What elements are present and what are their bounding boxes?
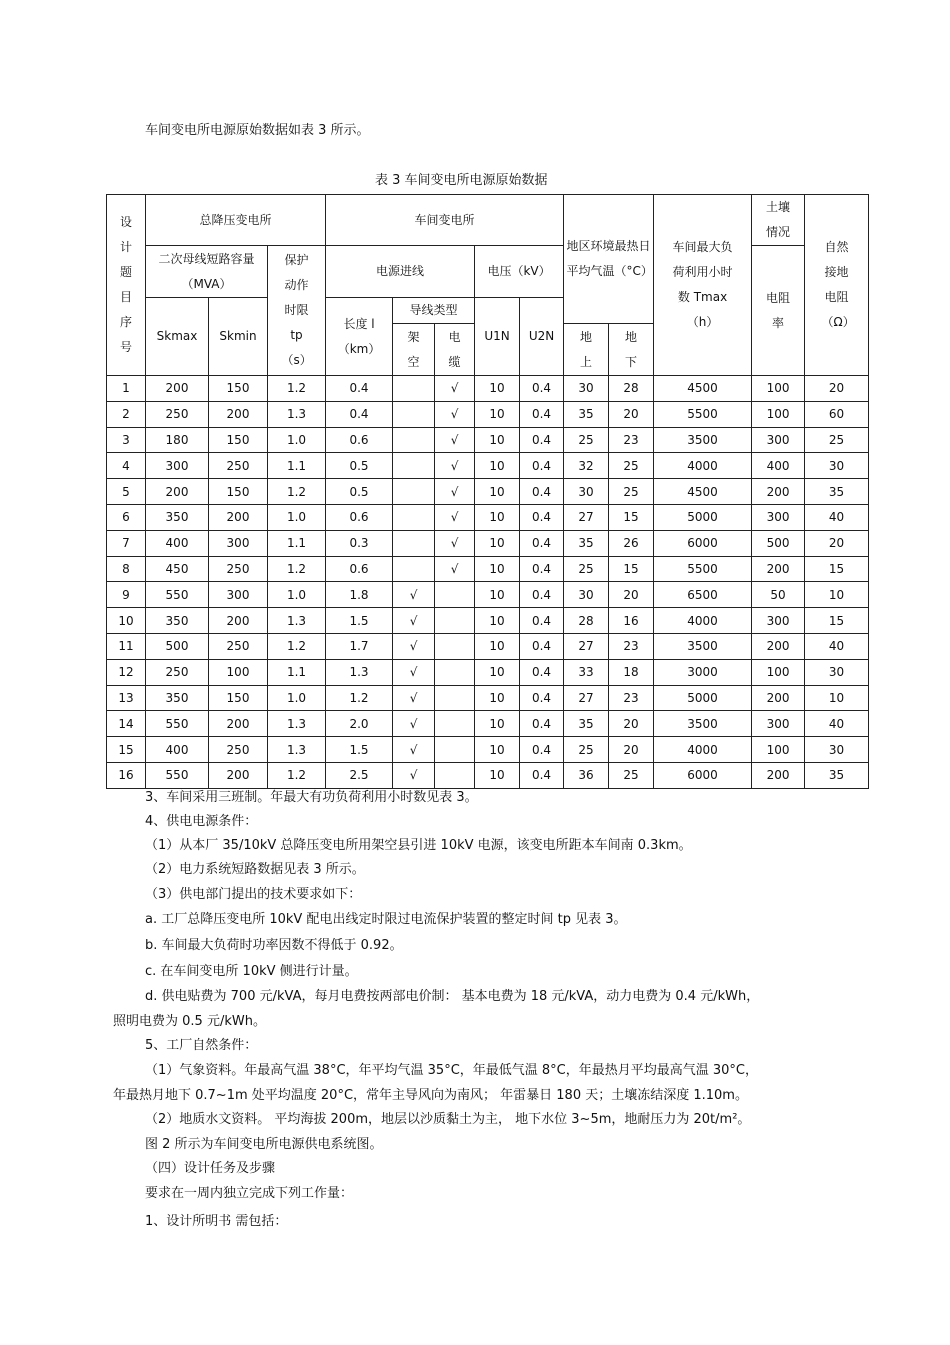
table-cell: 23 [609, 685, 654, 711]
table-cell: 10 [475, 685, 520, 711]
header-soil: 土壤情况 [752, 195, 805, 246]
table-row [107, 711, 869, 737]
table-cell: 30 [564, 479, 609, 505]
table-cell: 0.4 [520, 762, 564, 788]
table-cell: 350 [146, 608, 209, 634]
table-cell: 2.5 [326, 762, 393, 788]
table-cell: 300 [752, 504, 805, 530]
table-cell: 0.4 [520, 401, 564, 427]
header-voltage: 电压（kV） [475, 246, 564, 298]
para-weather-cont: 年最热月地下 0.7~1m 处平均温度 20°C，常年主导风向为南风； 年雷暴日 180 天；土壤冻结深度 1.10m。 [113, 1088, 748, 1103]
table-row [107, 556, 869, 582]
table-row [107, 582, 869, 608]
para-section-heading: （四）设计任务及步骤 [145, 1161, 276, 1176]
table-cell: 28 [564, 608, 609, 634]
table-cell: 20 [609, 711, 654, 737]
table-row [107, 376, 869, 402]
table-cell: 30 [805, 659, 869, 685]
table-cell: 10 [475, 453, 520, 479]
table-cell: 3 [107, 427, 146, 453]
table-cell: √ [393, 608, 435, 634]
table-cell: 0.4 [520, 711, 564, 737]
table-cell: 100 [752, 376, 805, 402]
table-cell: 500 [752, 530, 805, 556]
table-cell: 5000 [654, 685, 752, 711]
table-cell: 0.4 [520, 659, 564, 685]
table-cell: 300 [209, 582, 268, 608]
table-cell: 60 [805, 401, 869, 427]
table-cell: 30 [564, 582, 609, 608]
table-cell: 15 [107, 737, 146, 763]
table-cell: 10 [805, 582, 869, 608]
table-cell: 0.4 [520, 453, 564, 479]
table-cell: 18 [609, 659, 654, 685]
table-cell: 40 [805, 711, 869, 737]
table-cell: 100 [209, 659, 268, 685]
table-cell: 4000 [654, 737, 752, 763]
header-overhead: 架空 [393, 324, 435, 376]
table-cell: 3000 [654, 659, 752, 685]
header-tmax: 车间最大负荷利用小时数 Tmax（h） [654, 195, 752, 376]
table-cell: 450 [146, 556, 209, 582]
table-cell: 1.8 [326, 582, 393, 608]
table-cell: 10 [475, 504, 520, 530]
table-body [107, 376, 869, 789]
table-cell: 200 [146, 479, 209, 505]
table-cell: 1.7 [326, 633, 393, 659]
header-ground-down: 地下 [609, 324, 654, 376]
table-cell [393, 401, 435, 427]
table-cell: 27 [564, 633, 609, 659]
table-cell: 0.5 [326, 453, 393, 479]
table-caption: 表 3 车间变电所电源原始数据 [375, 173, 548, 188]
table-row [107, 737, 869, 763]
table-cell: 25 [609, 479, 654, 505]
table-cell: 12 [107, 659, 146, 685]
table-cell: 30 [805, 453, 869, 479]
table-cell: 250 [146, 401, 209, 427]
table-cell: 0.4 [520, 427, 564, 453]
table-cell: 10 [475, 737, 520, 763]
table-cell: 40 [805, 633, 869, 659]
table-cell: 250 [146, 659, 209, 685]
table-cell: √ [393, 633, 435, 659]
table-cell: 200 [752, 685, 805, 711]
table-cell: 250 [209, 737, 268, 763]
para-short-circuit: （2）电力系统短路数据见表 3 所示。 [145, 862, 365, 877]
table-cell: 2.0 [326, 711, 393, 737]
table-cell: 200 [752, 762, 805, 788]
table-cell: 32 [564, 453, 609, 479]
header-ground-up: 地上 [564, 324, 609, 376]
table-cell: 30 [805, 737, 869, 763]
table-cell: 3500 [654, 711, 752, 737]
table-cell: 1.3 [326, 659, 393, 685]
table-row [107, 427, 869, 453]
table-cell: 35 [564, 530, 609, 556]
table-cell [435, 633, 475, 659]
table-cell: 10 [475, 762, 520, 788]
table-cell: 3500 [654, 427, 752, 453]
table-cell: 20 [609, 401, 654, 427]
table-cell: 33 [564, 659, 609, 685]
table-cell [393, 453, 435, 479]
table-cell [393, 556, 435, 582]
table-row [107, 608, 869, 634]
table-cell: 13 [107, 685, 146, 711]
table-cell: 6000 [654, 762, 752, 788]
table-cell: 14 [107, 711, 146, 737]
table-cell: 15 [805, 608, 869, 634]
para-req-c: c. 在车间变电所 10kV 侧进行计量。 [145, 964, 358, 979]
table-cell: 10 [475, 608, 520, 634]
table-cell: √ [393, 582, 435, 608]
table-cell: 1.3 [268, 401, 326, 427]
para-req-d: d. 供电贴费为 700 元/kVA，每月电费按两部电价制： 基本电费为 18 元/kVA，动力电费为 0.4 元/kWh， [145, 989, 760, 1004]
table-cell: 1 [107, 376, 146, 402]
table-cell: 10 [475, 556, 520, 582]
table-cell: 15 [609, 504, 654, 530]
table-cell: 0.4 [520, 376, 564, 402]
header-short-circuit: 二次母线短路容量（MVA） [146, 246, 268, 298]
table-cell: 10 [475, 659, 520, 685]
table-cell: 9 [107, 582, 146, 608]
table-cell: 0.4 [520, 556, 564, 582]
table-cell: 400 [752, 453, 805, 479]
table-cell: 300 [752, 711, 805, 737]
header-line-in: 电源进线 [326, 246, 475, 298]
table-cell: 10 [475, 530, 520, 556]
table-cell: 300 [752, 427, 805, 453]
table-cell: 10 [805, 685, 869, 711]
table-cell: √ [435, 427, 475, 453]
table-cell: 200 [752, 556, 805, 582]
table-cell: 400 [146, 530, 209, 556]
table-cell: 0.5 [326, 479, 393, 505]
table-cell: 1.2 [326, 685, 393, 711]
table-cell: 200 [752, 479, 805, 505]
table-cell: 1.0 [268, 685, 326, 711]
table-cell: 200 [209, 504, 268, 530]
header-u1n: U1N [475, 298, 520, 376]
table-cell: 6000 [654, 530, 752, 556]
table-cell: 25 [564, 737, 609, 763]
para-power-conditions: 4、供电电源条件： [145, 814, 258, 829]
table-cell [393, 479, 435, 505]
table-cell [435, 659, 475, 685]
table-cell: 10 [475, 711, 520, 737]
table-cell: 11 [107, 633, 146, 659]
table-cell: 200 [209, 608, 268, 634]
table-cell: 100 [752, 737, 805, 763]
table-cell: 0.4 [520, 737, 564, 763]
table-cell: 1.3 [268, 608, 326, 634]
table-row [107, 659, 869, 685]
table-cell: 150 [209, 685, 268, 711]
table-cell: 0.4 [520, 608, 564, 634]
table-cell: 0.4 [520, 504, 564, 530]
table-cell: 0.6 [326, 556, 393, 582]
table-cell: 0.4 [520, 582, 564, 608]
header-wire-type: 导线类型 [393, 298, 475, 324]
intro-text: 车间变电所电源原始数据如表 3 所示。 [145, 123, 370, 138]
table-cell: 27 [564, 504, 609, 530]
table-row [107, 453, 869, 479]
table-cell: 350 [146, 504, 209, 530]
table-cell: √ [435, 479, 475, 505]
para-tech-req: （3）供电部门提出的技术要求如下： [145, 887, 362, 902]
table-cell: 150 [209, 376, 268, 402]
header-protect-time: 保护动作时限 tp（s） [268, 246, 326, 376]
table-cell: 10 [475, 479, 520, 505]
table-cell: 25 [564, 427, 609, 453]
table-cell: 50 [752, 582, 805, 608]
table-cell: 180 [146, 427, 209, 453]
table-cell: 1.1 [268, 453, 326, 479]
table-cell: 1.2 [268, 633, 326, 659]
table-cell: 25 [609, 762, 654, 788]
table-cell: 5000 [654, 504, 752, 530]
table-cell: √ [435, 401, 475, 427]
table-cell: 300 [209, 530, 268, 556]
table-cell: 3500 [654, 633, 752, 659]
table-cell: 100 [752, 401, 805, 427]
table-cell [435, 737, 475, 763]
table-cell [393, 376, 435, 402]
table-cell [393, 427, 435, 453]
table-cell: 200 [209, 762, 268, 788]
table-cell: 1.0 [268, 582, 326, 608]
table-cell [435, 685, 475, 711]
para-req-d-cont: 照明电费为 0.5 元/kWh。 [113, 1014, 266, 1029]
table-cell: 550 [146, 762, 209, 788]
table-cell: 200 [752, 633, 805, 659]
table-cell: 1.0 [268, 504, 326, 530]
table-cell: 7 [107, 530, 146, 556]
table-cell: 4000 [654, 453, 752, 479]
header-workshop-substation: 车间变电所 [326, 195, 564, 246]
header-skmin: Skmin [209, 298, 268, 376]
table-cell: 4500 [654, 479, 752, 505]
para-design-book: 1、设计所明书 需包括： [145, 1214, 288, 1229]
table-cell: 200 [209, 401, 268, 427]
para-power-source: （1）从本厂 35/10kV 总降压变电所用架空县引进 10kV 电源，该变电所距本车间南 0.3km。 [145, 838, 692, 853]
table-row [107, 504, 869, 530]
table-cell: 20 [805, 376, 869, 402]
table-cell: √ [393, 737, 435, 763]
table-cell: 2 [107, 401, 146, 427]
table-cell: 35 [564, 401, 609, 427]
table-cell: 10 [475, 427, 520, 453]
table-cell [435, 711, 475, 737]
table-cell: 5500 [654, 556, 752, 582]
para-geology: （2）地质水文资料。 平均海拔 200m，地层以沙质黏土为主， 地下水位 3~5m，地耐压力为 20t/m²。 [145, 1112, 751, 1127]
table-cell: √ [393, 762, 435, 788]
table-cell: 1.2 [268, 556, 326, 582]
table-cell: 5 [107, 479, 146, 505]
para-natural-conditions: 5、工厂自然条件： [145, 1038, 258, 1053]
table-cell: 6 [107, 504, 146, 530]
para-figure-ref: 图 2 所示为车间变电所电源供电系统图。 [145, 1137, 383, 1152]
table-cell: 550 [146, 582, 209, 608]
table-row [107, 479, 869, 505]
header-resistivity: 电阻率 [752, 246, 805, 376]
table-cell: 500 [146, 633, 209, 659]
table-cell: 1.3 [268, 711, 326, 737]
table-cell: 25 [609, 453, 654, 479]
table-cell: 28 [609, 376, 654, 402]
table-cell: √ [435, 376, 475, 402]
table-cell: √ [393, 659, 435, 685]
table-cell: 10 [475, 633, 520, 659]
table-cell: 23 [609, 427, 654, 453]
table-cell [435, 608, 475, 634]
para-weather: （1）气象资料。年最高气温 38°C，年平均气温 35°C，年最低气温 8°C，年最热月平均最高气温 30°C， [145, 1063, 759, 1078]
para-req-a: a. 工厂总降压变电所 10kV 配电出线定时限过电流保护装置的整定时间 tp 见表 3。 [145, 912, 627, 927]
table-cell: 4500 [654, 376, 752, 402]
para-req-b: b. 车间最大负荷时功率因数不得低于 0.92。 [145, 938, 403, 953]
table-cell: 25 [564, 556, 609, 582]
table-cell: 1.5 [326, 608, 393, 634]
table-cell: 36 [564, 762, 609, 788]
table-cell: 1.1 [268, 659, 326, 685]
header-skmax: Skmax [146, 298, 209, 376]
table-cell: 300 [752, 608, 805, 634]
table-cell: 0.6 [326, 427, 393, 453]
header-region-temp: 地区环境最热日平均气温（°C） [564, 195, 654, 324]
table-cell: 0.4 [520, 685, 564, 711]
header-u2n: U2N [520, 298, 564, 376]
table-cell: 20 [805, 530, 869, 556]
table-cell: 1.2 [268, 479, 326, 505]
table-cell: 20 [609, 582, 654, 608]
table-cell: 100 [752, 659, 805, 685]
table-cell: 10 [475, 582, 520, 608]
table-cell: 0.4 [520, 479, 564, 505]
table-row [107, 633, 869, 659]
table-cell: 0.4 [326, 401, 393, 427]
table-cell: 10 [107, 608, 146, 634]
table-cell: 10 [475, 401, 520, 427]
table-cell: 250 [209, 556, 268, 582]
table-row [107, 530, 869, 556]
table-cell: 250 [209, 453, 268, 479]
table-cell: 550 [146, 711, 209, 737]
table-cell: 6500 [654, 582, 752, 608]
table-cell [393, 530, 435, 556]
table-cell: 400 [146, 737, 209, 763]
table-cell: 350 [146, 685, 209, 711]
table-cell: 1.2 [268, 376, 326, 402]
table-cell: 200 [146, 376, 209, 402]
table-cell: 15 [805, 556, 869, 582]
table-cell: 0.4 [326, 376, 393, 402]
table-cell: √ [435, 504, 475, 530]
table-cell [435, 582, 475, 608]
header-cable: 电缆 [435, 324, 475, 376]
table-cell: √ [435, 556, 475, 582]
table-row [107, 685, 869, 711]
table-cell: 10 [475, 376, 520, 402]
table-cell: 0.3 [326, 530, 393, 556]
table-cell: √ [435, 453, 475, 479]
table-cell: 35 [805, 762, 869, 788]
header-length: 长度 l（km） [326, 298, 393, 376]
table-cell: 1.1 [268, 530, 326, 556]
table-row [107, 401, 869, 427]
table-cell: 0.4 [520, 530, 564, 556]
table-cell: 27 [564, 685, 609, 711]
table-cell: 26 [609, 530, 654, 556]
table-cell: 30 [564, 376, 609, 402]
table-cell: √ [435, 530, 475, 556]
table-cell: 8 [107, 556, 146, 582]
table-cell: 150 [209, 427, 268, 453]
table-cell: 1.0 [268, 427, 326, 453]
table-row [107, 762, 869, 788]
header-seq: 设计题目序号 [107, 195, 146, 376]
table-cell [435, 762, 475, 788]
table-cell: 16 [609, 608, 654, 634]
table-cell: 1.5 [326, 737, 393, 763]
table-cell: 23 [609, 633, 654, 659]
header-total-substation: 总降压变电所 [146, 195, 326, 246]
table-cell: 150 [209, 479, 268, 505]
table-cell: 1.3 [268, 737, 326, 763]
table-cell: 35 [564, 711, 609, 737]
table-cell: 20 [609, 737, 654, 763]
table-cell: 15 [609, 556, 654, 582]
table-cell: √ [393, 685, 435, 711]
table-cell [393, 504, 435, 530]
para-requirement: 要求在一周内独立完成下列工作量： [145, 1186, 354, 1201]
table-cell: 25 [805, 427, 869, 453]
table-cell: 0.4 [520, 633, 564, 659]
table-cell: 40 [805, 504, 869, 530]
table-cell: 4000 [654, 608, 752, 634]
table-cell: 0.6 [326, 504, 393, 530]
table-cell: 1.2 [268, 762, 326, 788]
para-shift: 3、车间采用三班制。年最大有功负荷利用小时数见表 3。 [145, 790, 478, 805]
table-cell: √ [393, 711, 435, 737]
table-cell: 5500 [654, 401, 752, 427]
table-cell: 4 [107, 453, 146, 479]
table-cell: 300 [146, 453, 209, 479]
table-cell: 200 [209, 711, 268, 737]
table-cell: 16 [107, 762, 146, 788]
header-ground-resistance: 自然接地电阻（Ω） [805, 195, 869, 376]
power-data-table [106, 194, 869, 789]
table-cell: 250 [209, 633, 268, 659]
table-cell: 35 [805, 479, 869, 505]
